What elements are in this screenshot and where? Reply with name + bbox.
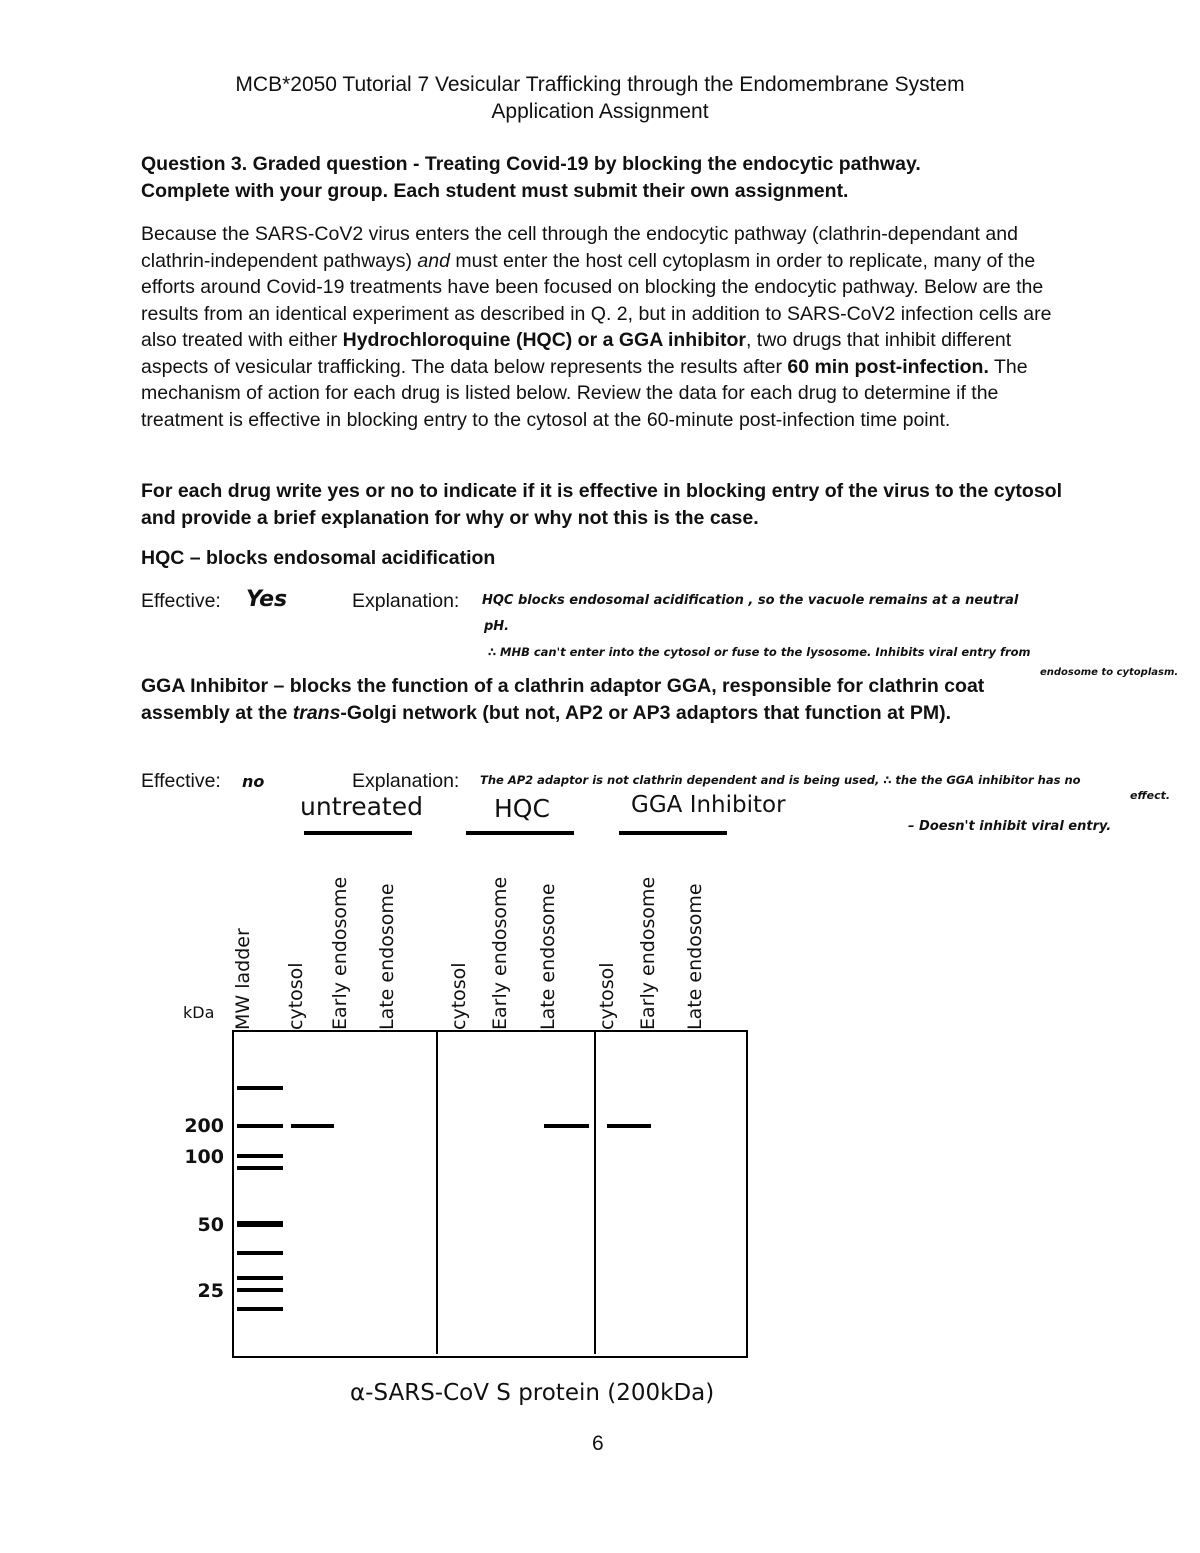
doc-header-line2: Application Assignment xyxy=(491,100,709,123)
lane-label-gga-cytosol: cytosol xyxy=(596,962,618,1030)
band-hqc-late-endosome xyxy=(544,1124,589,1128)
mw-label-25: 25 xyxy=(197,1280,224,1302)
body-p4: The mechanism of action for each drug is listed below. Review the data for each drug to determine if the treatment is effective in blocking entry to the cytosol at the 60-minute post-infection time point. xyxy=(141,355,1028,431)
figure-caption: α-SARS-CoV S protein (200kDa) xyxy=(350,1380,715,1406)
hqc-explanation-label: Explanation: xyxy=(352,590,460,612)
gga-explanation-line2: effect. xyxy=(1130,789,1171,802)
group-label-gga: GGA Inhibitor xyxy=(631,792,786,818)
western-blot-frame xyxy=(232,1030,748,1358)
hqc-effective-answer: Yes xyxy=(246,587,288,612)
ladder-band xyxy=(237,1086,283,1090)
group-underline-gga xyxy=(619,831,727,835)
body-time: 60 min post-infection. xyxy=(787,355,989,378)
lane-label-hqc-early-endosome: Early endosome xyxy=(489,876,511,1030)
page-number: 6 xyxy=(592,1432,604,1455)
gga-explanation-line1: The AP2 adaptor is not clathrin dependent and is being used, ∴ the the GGA inhibitor has no xyxy=(480,773,1081,787)
instruction: For each drug write yes or no to indicate if it is effective in blocking entry of the virus to the cytosol and provide a brief explanation for why or why not this is the case. xyxy=(141,480,1062,529)
gga-explanation-label: Explanation: xyxy=(352,770,460,792)
body-p3: , two drugs that inhibit different aspects of vesicular trafficking. The data below represents the results after xyxy=(141,329,1012,378)
mw-label-100: 100 xyxy=(184,1146,224,1168)
lane-label-untreated-late-endosome: Late endosome xyxy=(376,883,398,1030)
group-underline-hqc xyxy=(466,831,574,835)
gga-heading xyxy=(141,673,1041,726)
ladder-band xyxy=(237,1288,283,1292)
ladder-band xyxy=(237,1307,283,1311)
gga-heading-pre: GGA Inhibitor – blocks the function of a clathrin adaptor GGA, responsible for clathrin coat assembly at the xyxy=(141,675,985,724)
lane-label-untreated-early-endosome: Early endosome xyxy=(329,876,351,1030)
lane-label-untreated-cytosol: cytosol xyxy=(285,962,307,1030)
ladder-band xyxy=(237,1276,283,1280)
doc-header-line1: MCB*2050 Tutorial 7 Vesicular Trafficking through the Endomembrane System xyxy=(235,73,965,96)
blot-divider-1 xyxy=(436,1032,438,1354)
hqc-heading: HQC – blocks endosomal acidification xyxy=(141,547,496,569)
ladder-band xyxy=(237,1124,283,1128)
ladder-band xyxy=(237,1166,283,1170)
gga-heading-post: -Golgi network (but not, AP2 or AP3 adaptors that function at PM). xyxy=(340,701,952,724)
lane-label-hqc-cytosol: cytosol xyxy=(448,962,470,1030)
lane-label-gga-early-endosome: Early endosome xyxy=(637,876,659,1030)
body-and: and xyxy=(417,249,450,272)
question-body xyxy=(141,221,1061,433)
group-underline-untreated xyxy=(304,831,412,835)
hqc-explanation-line3: ∴ MHB can't enter into the cytosol or fuse to the lysosome. Inhibits viral entry from xyxy=(488,645,1031,659)
question-title-line2: Complete with your group. Each student must submit their own assignment. xyxy=(141,179,849,202)
mw-label-200: 200 xyxy=(184,1115,224,1137)
kda-label: kDa xyxy=(183,1003,215,1022)
mw-label-50: 50 xyxy=(197,1214,224,1236)
lane-label-hqc-late-endosome: Late endosome xyxy=(537,883,559,1030)
ladder-band xyxy=(237,1251,283,1255)
gga-effective-label: Effective: xyxy=(141,770,221,792)
gga-explanation-line3: – Doesn't inhibit viral entry. xyxy=(908,819,1112,834)
body-drugs: Hydrochloroquine (HQC) or a GGA inhibitor xyxy=(342,329,746,351)
question-title xyxy=(141,151,1071,204)
lane-label-mw-ladder: MW ladder xyxy=(232,928,254,1030)
gga-effective-answer: no xyxy=(242,772,265,791)
ladder-band xyxy=(237,1221,283,1227)
group-label-hqc: HQC xyxy=(494,794,550,823)
question-title-line1: Question 3. Graded question - Treating Covid-19 by blocking the endocytic pathway. xyxy=(141,153,921,175)
hqc-explanation-line2: pH. xyxy=(484,619,510,634)
hqc-effective-label: Effective: xyxy=(141,590,221,612)
hqc-explanation-line4: endosome to cytoplasm. xyxy=(1040,667,1179,678)
lane-label-gga-late-endosome: Late endosome xyxy=(684,883,706,1030)
body-p1: Because the SARS-CoV2 virus enters the cell through the endocytic pathway (clathrin-dependant and clathrin-independent pathways) xyxy=(141,223,1018,272)
hqc-explanation-line1: HQC blocks endosomal acidification , so the vacuole remains at a neutral xyxy=(482,593,1019,608)
blot-divider-2 xyxy=(594,1032,596,1354)
group-label-untreated: untreated xyxy=(300,792,423,821)
ladder-band xyxy=(237,1154,283,1158)
band-gga-cytosol xyxy=(607,1124,651,1128)
gga-heading-trans: trans xyxy=(292,701,341,724)
body-p2: must enter the host cell cytoplasm in order to replicate, many of the efforts around Covid-19 treatments have been focused on blocking the endocytic pathway. Below are the results from an identical experiment as described in Q. 2, but in addition to SARS-CoV2 infection cells are also treated with either xyxy=(141,249,1052,351)
band-untreated-cytosol xyxy=(291,1124,334,1128)
